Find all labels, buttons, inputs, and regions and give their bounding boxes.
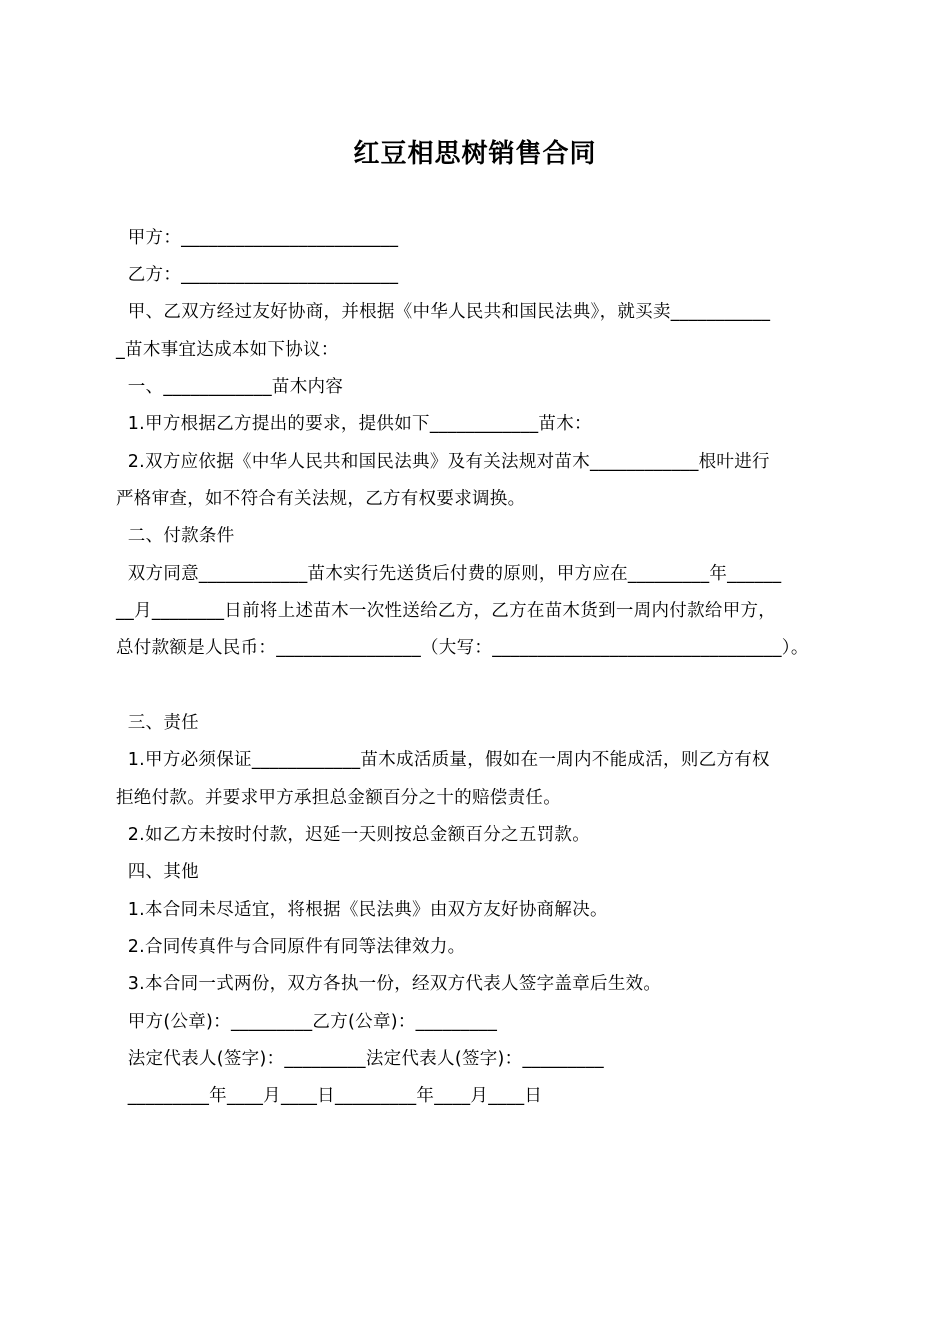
preamble-line-2: _苗木事宜达成本如下协议： <box>116 340 339 360</box>
section-3-item-1-line-1: 1.甲方必须保证____________苗木成活质量，假如在一周内不能成活，则乙方有权 <box>116 750 770 770</box>
section-4-item-1: 1.本合同未尽适宜，将根据《民法典》由双方友好协商解决。 <box>116 900 608 920</box>
section-1-heading: 一、____________苗木内容 <box>116 377 344 397</box>
section-2-body-line-2: __月________日前将上述苗木一次性送给乙方，乙方在苗木货到一周内付款给甲方， <box>116 601 777 621</box>
section-2-body-line-3: 总付款额是人民币：________________（大写：________________________________）。 <box>116 638 809 658</box>
document-title: 红豆相思树销售合同 <box>353 139 597 169</box>
section-1-item-2-line-1: 2.双方应依据《中华人民共和国民法典》及有关法规对苗木____________根叶进行 <box>116 452 770 472</box>
section-2-body-line-1: 双方同意____________苗木实行先送货后付费的原则，甲方应在_________年______ <box>116 564 782 584</box>
section-1-item-1: 1.甲方根据乙方提出的要求，提供如下____________苗木： <box>116 414 592 434</box>
section-4-item-2: 2.合同传真件与合同原件有同等法律效力。 <box>116 937 466 957</box>
section-2-heading: 二、付款条件 <box>116 526 235 546</box>
section-4-heading: 四、其他 <box>116 862 199 882</box>
section-3-item-2: 2.如乙方未按时付款，迟延一天则按总金额百分之五罚款。 <box>116 825 591 845</box>
section-1-item-2-line-2: 严格审查，如不符合有关法规，乙方有权要求调换。 <box>116 489 526 509</box>
section-3-heading: 三、责任 <box>116 713 199 733</box>
date-line: _________年____月____日_________年____月____日 <box>116 1086 543 1106</box>
signature-line: 法定代表人(签字)：_________法定代表人(签字)：_________ <box>116 1049 604 1069</box>
seal-line: 甲方(公章)：_________乙方(公章)：_________ <box>116 1012 498 1032</box>
preamble-line-1: 甲、乙双方经过友好协商，并根据《中华人民共和国民法典》，就买卖___________ <box>116 302 771 322</box>
party-b-line: 乙方：________________________ <box>116 265 399 285</box>
section-4-item-3: 3.本合同一式两份，双方各执一份，经双方代表人签字盖章后生效。 <box>116 974 662 994</box>
section-3-item-1-line-2: 拒绝付款。并要求甲方承担总金额百分之十的赔偿责任。 <box>116 788 561 808</box>
party-a-line: 甲方：________________________ <box>116 228 399 248</box>
